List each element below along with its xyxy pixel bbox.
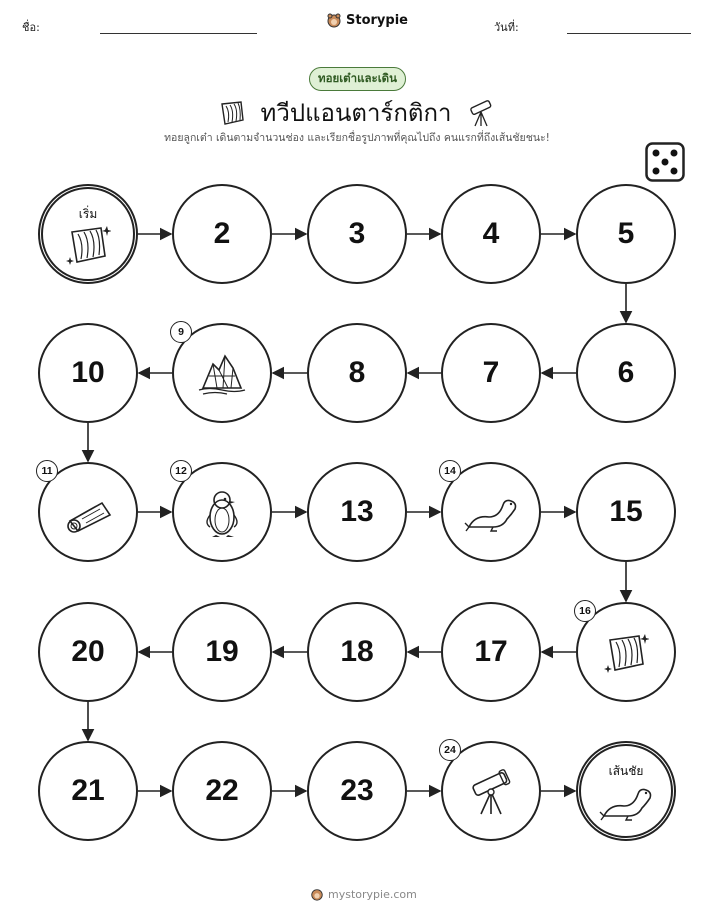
board-space-6[interactable] — [576, 323, 676, 423]
board-space-16[interactable] — [576, 602, 676, 702]
telescope-icon — [465, 766, 517, 822]
space-number: 11 — [36, 460, 58, 482]
board-space-18[interactable] — [307, 602, 407, 702]
space-number: 7 — [482, 356, 500, 389]
space-number: 20 — [71, 635, 105, 668]
board-space-24[interactable] — [441, 741, 541, 841]
space-number: 19 — [205, 635, 239, 668]
space-number: 24 — [439, 739, 461, 761]
finish-label: เส้นชัย — [608, 764, 644, 778]
space-number: 4 — [482, 217, 500, 250]
space-number: 10 — [71, 356, 105, 389]
space-number: 5 — [617, 217, 635, 250]
game-type-badge: ทอยเต๋าและเดิน — [309, 67, 406, 91]
board-space-21[interactable] — [38, 741, 138, 841]
iceberg-icon — [195, 350, 249, 402]
seal-icon — [598, 782, 654, 826]
finish-space[interactable] — [576, 741, 676, 841]
board-space-20[interactable] — [38, 602, 138, 702]
penguin-icon — [202, 487, 242, 543]
space-number: 18 — [340, 635, 374, 668]
name-label: ชื่อ: — [22, 21, 40, 34]
instructions: ทอยลูกเต๋า เดินตามจำนวนช่อง และเรียกชื่อรูปภาพที่คุณไปถึง คนแรกที่ถึงเส้นชัยชนะ! — [164, 132, 550, 144]
board-space-5[interactable] — [576, 184, 676, 284]
space-number: 22 — [205, 774, 239, 807]
log-icon — [60, 493, 116, 537]
footer-site[interactable]: mystorypie.com — [328, 887, 417, 901]
storypie-logo-icon — [310, 887, 324, 901]
board-space-7[interactable] — [441, 323, 541, 423]
space-number: 14 — [439, 460, 461, 482]
footer — [310, 887, 417, 901]
start-label: เริ่ม — [78, 207, 98, 221]
brand-name: Storypie — [346, 12, 408, 28]
space-number: 21 — [71, 774, 105, 807]
seal-icon — [463, 493, 519, 537]
title-text: ทวีปแอนตาร์กติกา — [260, 99, 452, 127]
board-space-15[interactable] — [576, 462, 676, 562]
space-number: 9 — [170, 321, 192, 343]
board-space-9[interactable] — [172, 323, 272, 423]
space-number: 2 — [213, 217, 231, 250]
board-space-13[interactable] — [307, 462, 407, 562]
board-space-14[interactable] — [441, 462, 541, 562]
glacier-icon — [603, 630, 649, 680]
board-space-17[interactable] — [441, 602, 541, 702]
board-space-23[interactable] — [307, 741, 407, 841]
board-space-8[interactable] — [307, 323, 407, 423]
start-space[interactable] — [38, 184, 138, 284]
board-space-19[interactable] — [172, 602, 272, 702]
space-number: 13 — [340, 495, 374, 528]
space-number: 12 — [170, 460, 192, 482]
space-number: 3 — [348, 217, 366, 250]
board-space-22[interactable] — [172, 741, 272, 841]
space-number: 16 — [574, 600, 596, 622]
board-space-4[interactable] — [441, 184, 541, 284]
board-space-12[interactable] — [172, 462, 272, 562]
space-number: 8 — [348, 356, 366, 389]
date-label: วันที่: — [494, 21, 519, 34]
board-space-2[interactable] — [172, 184, 272, 284]
board-space-11[interactable] — [38, 462, 138, 562]
board-space-10[interactable] — [38, 323, 138, 423]
space-number: 6 — [617, 356, 635, 389]
space-number: 23 — [340, 774, 374, 807]
board-space-3[interactable] — [307, 184, 407, 284]
space-number: 15 — [609, 495, 643, 528]
glacier-icon — [65, 222, 111, 272]
space-number: 17 — [474, 635, 508, 668]
